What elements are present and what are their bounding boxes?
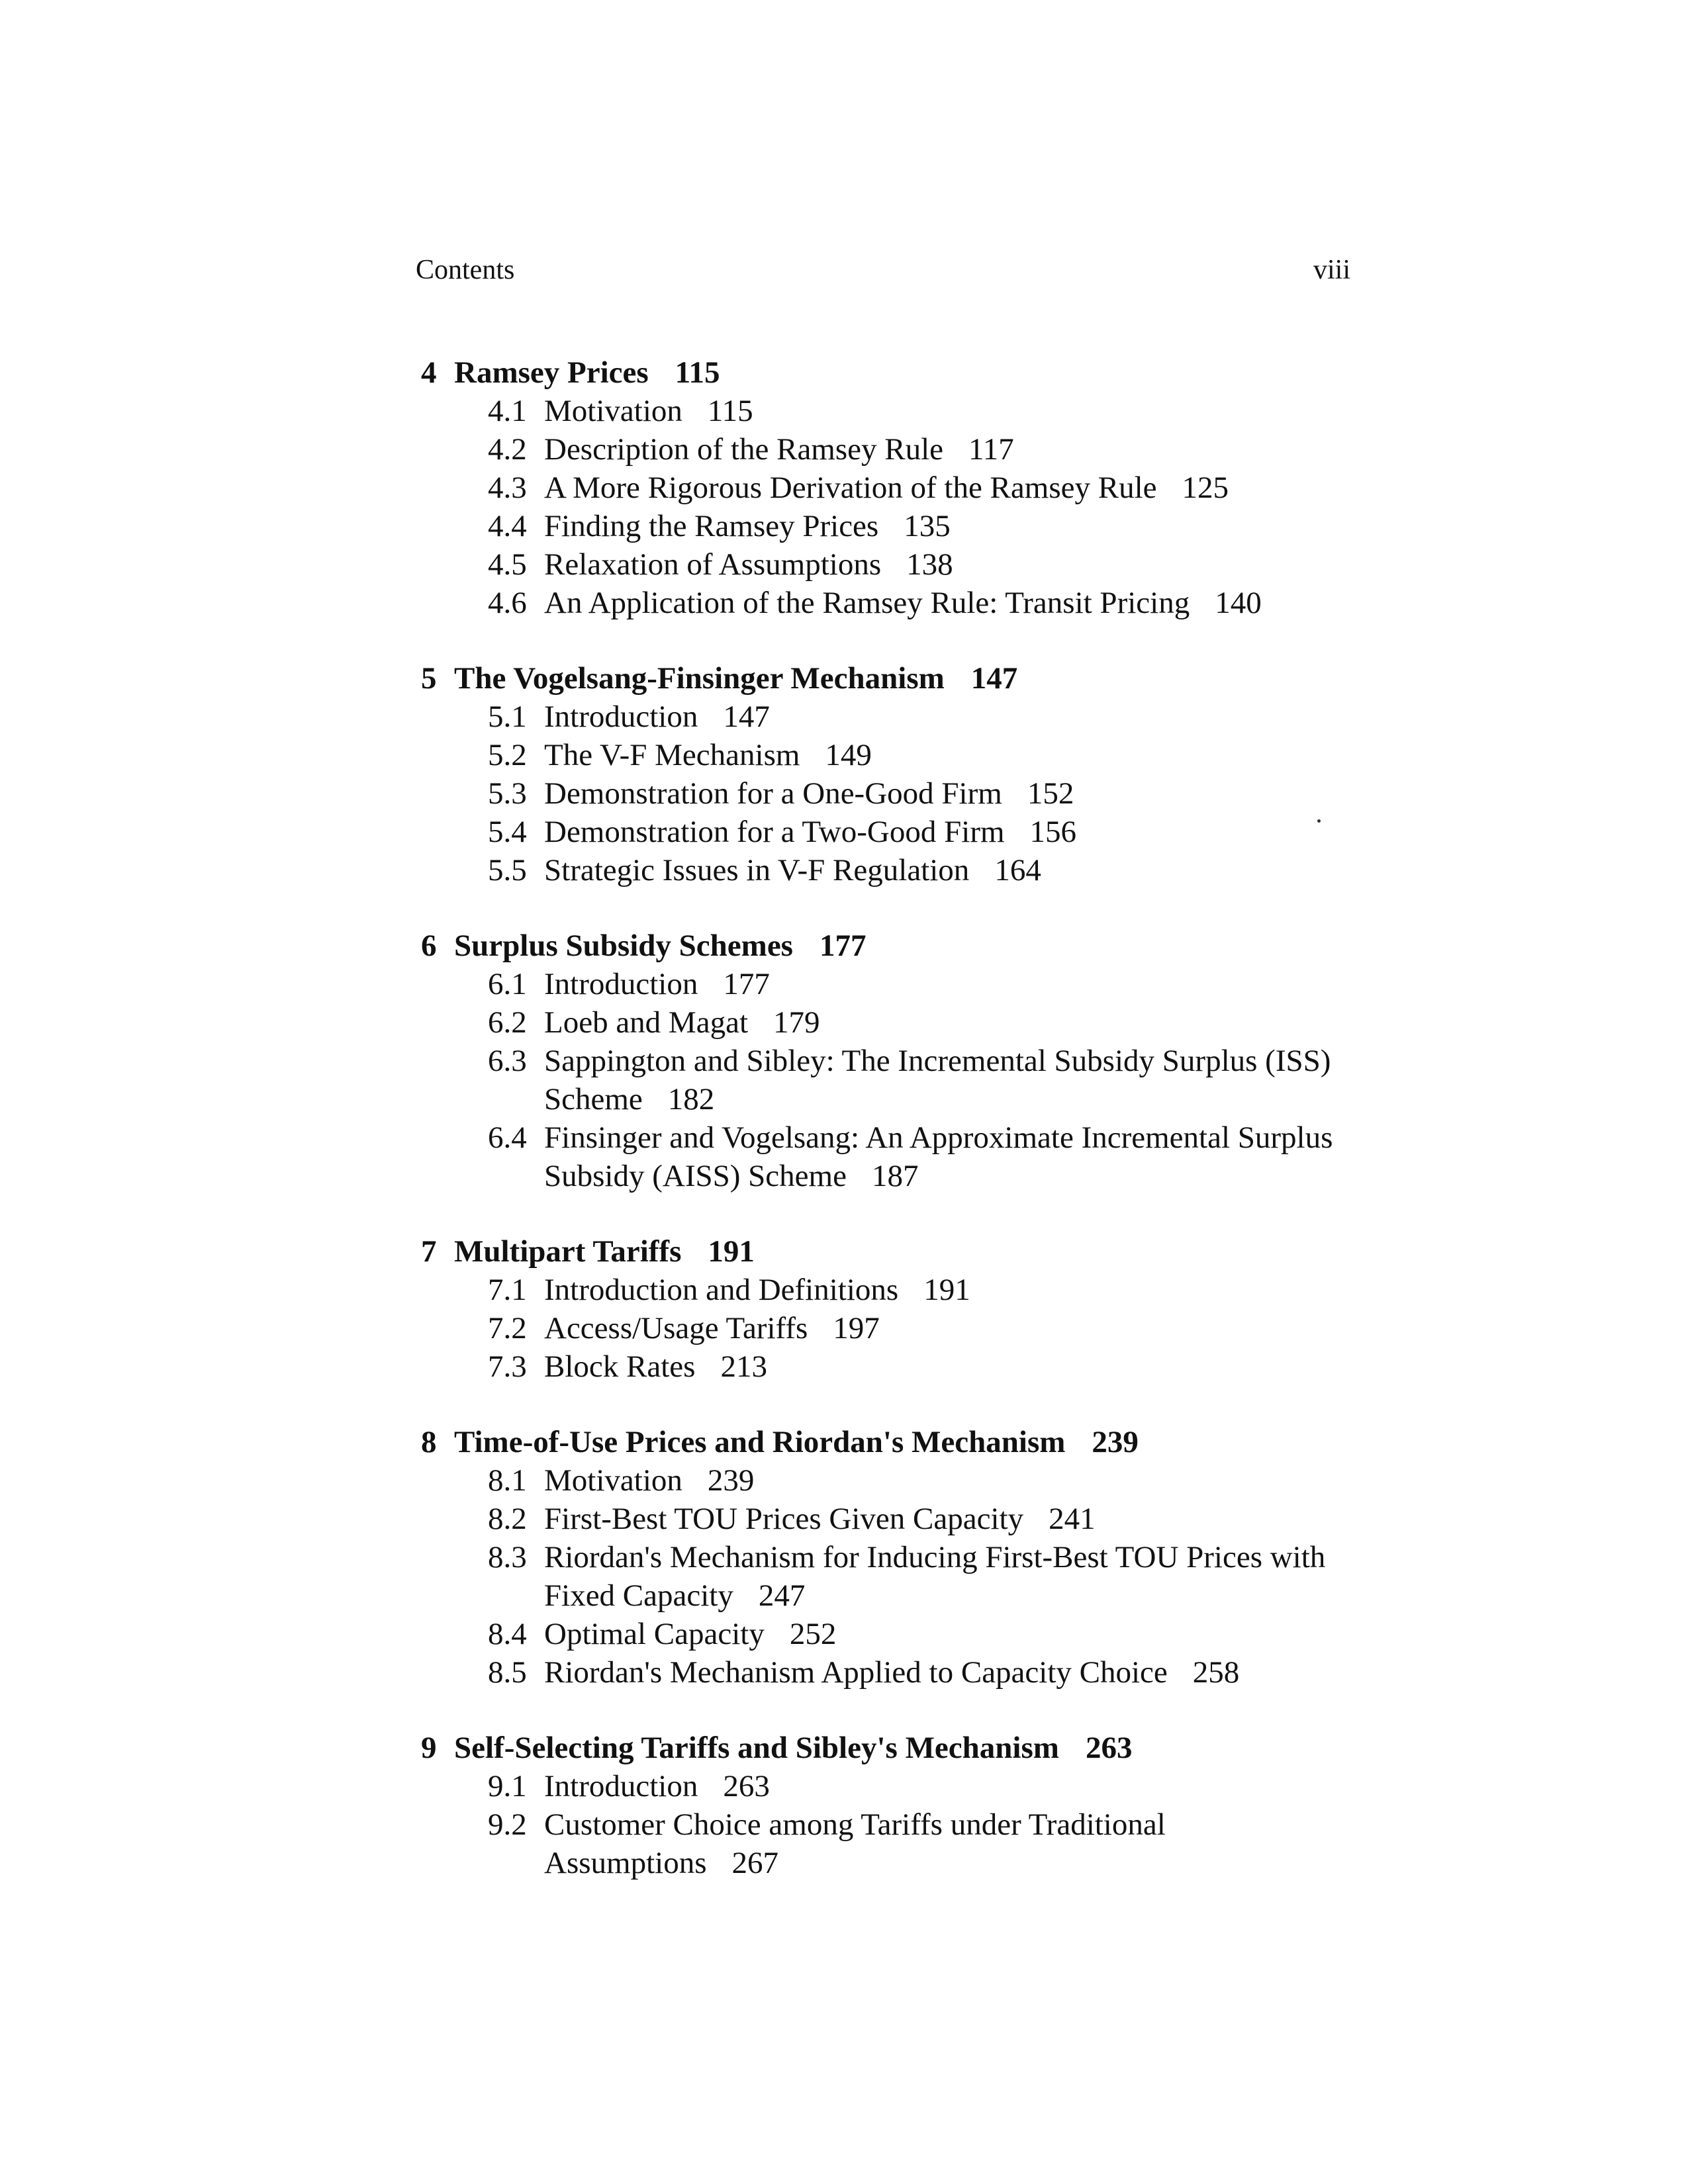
section-entry: [454, 965, 1348, 1003]
section-title: Introduction: [544, 967, 698, 1001]
running-head: [416, 250, 1350, 290]
section-page: 267: [731, 1846, 778, 1880]
section-entry: [454, 1767, 1348, 1805]
section-entry: [454, 813, 1348, 851]
section-entry: [454, 1805, 1348, 1882]
section-number: 9.2: [488, 1807, 527, 1842]
section-page: 263: [723, 1769, 770, 1803]
section-number: 5.1: [488, 700, 527, 734]
section-page: 241: [1049, 1502, 1096, 1536]
section-page: 117: [968, 432, 1014, 467]
section-page: 138: [906, 547, 953, 582]
section-page: 191: [923, 1273, 970, 1307]
page-number: viii: [1313, 255, 1350, 285]
section-page: 252: [789, 1617, 837, 1651]
chapter-page: 115: [675, 355, 720, 390]
section-number: 5.5: [488, 853, 527, 887]
chapter-4: [421, 353, 1348, 622]
section-entry: [454, 1461, 1348, 1500]
section-entry: [454, 430, 1348, 469]
section-page: 179: [773, 1005, 820, 1040]
chapter-page: 239: [1092, 1425, 1139, 1459]
section-page: 125: [1182, 471, 1229, 505]
section-title: Motivation: [544, 394, 682, 428]
section-title: Loeb and Magat: [544, 1005, 749, 1040]
section-number: 8.5: [488, 1655, 527, 1690]
section-page: 152: [1027, 776, 1074, 811]
section-title: Motivation: [544, 1463, 682, 1498]
section-number: 9.1: [488, 1769, 527, 1803]
section-title: Riordan's Mechanism for Inducing First-Best TOU Prices with Fixed Capacity: [544, 1540, 1326, 1613]
section-number: 7.2: [488, 1311, 527, 1345]
section-page: 115: [707, 394, 753, 428]
section-number: 4.3: [488, 471, 527, 505]
section-entry: [454, 1500, 1348, 1538]
section-number: 5.3: [488, 776, 527, 811]
section-number: 4.4: [488, 509, 527, 543]
section-number: 6.3: [488, 1044, 527, 1078]
section-entry: [454, 545, 1348, 584]
section-page: 156: [1029, 815, 1077, 849]
section-number: 5.2: [488, 738, 527, 772]
section-title: Demonstration for a One-Good Firm: [544, 776, 1002, 811]
section-number: 4.5: [488, 547, 527, 582]
section-number: 8.1: [488, 1463, 527, 1498]
section-title: Introduction: [544, 700, 698, 734]
chapter-page: 147: [970, 661, 1018, 696]
chapter-6: [421, 927, 1348, 1195]
section-number: 6.2: [488, 1005, 527, 1040]
chapter-9: [421, 1729, 1348, 1882]
chapter-heading: [421, 1423, 1348, 1461]
chapter-5: [421, 659, 1348, 889]
section-entry: [454, 1347, 1348, 1386]
table-of-contents: [421, 353, 1348, 1919]
section-entry: [454, 851, 1348, 889]
section-entry: [454, 584, 1348, 622]
chapter-title: Self-Selecting Tariffs and Sibley's Mechanism: [454, 1731, 1059, 1765]
section-title: Sappington and Sibley: The Incremental Subsidy Surplus (ISS) Scheme: [544, 1044, 1331, 1116]
section-entry: [454, 1538, 1348, 1615]
section-entry: [454, 1271, 1348, 1309]
section-title: Introduction and Definitions: [544, 1273, 899, 1307]
running-head-title: Contents: [416, 255, 515, 285]
section-entry: [454, 392, 1348, 430]
section-number: 7.1: [488, 1273, 527, 1307]
section-page: 147: [723, 700, 770, 734]
section-title: First-Best TOU Prices Given Capacity: [544, 1502, 1024, 1536]
section-title: An Application of the Ramsey Rule: Transit Pricing: [544, 586, 1190, 620]
chapter-page: 177: [819, 929, 867, 963]
section-number: 6.1: [488, 967, 527, 1001]
section-title: Riordan's Mechanism Applied to Capacity Choice: [544, 1655, 1168, 1690]
section-entry: [454, 1042, 1348, 1118]
chapter-number: 8: [421, 1425, 437, 1459]
section-page: 187: [871, 1159, 919, 1193]
chapter-number: 4: [421, 355, 437, 390]
chapter-heading: [421, 353, 1348, 392]
section-page: 135: [904, 509, 951, 543]
section-number: 8.3: [488, 1540, 527, 1574]
chapter-heading: [421, 1232, 1348, 1271]
section-number: 4.2: [488, 432, 527, 467]
chapter-heading: [421, 659, 1348, 698]
section-entry: [454, 1309, 1348, 1347]
section-title: A More Rigorous Derivation of the Ramsey Rule: [544, 471, 1157, 505]
section-title: Description of the Ramsey Rule: [544, 432, 944, 467]
section-number: 4.6: [488, 586, 527, 620]
section-title: Block Rates: [544, 1349, 696, 1384]
section-entry: [454, 736, 1348, 774]
section-page: 239: [707, 1463, 755, 1498]
section-title: Finsinger and Vogelsang: An Approximate Incremental Surplus Subsidy (AISS) Scheme: [544, 1120, 1333, 1193]
section-entry: [454, 469, 1348, 507]
chapter-title: Surplus Subsidy Schemes: [454, 929, 793, 963]
section-page: 164: [994, 853, 1041, 887]
section-page: 149: [825, 738, 872, 772]
section-entry: [454, 774, 1348, 813]
section-entry: [454, 1653, 1348, 1692]
section-entry: [454, 1615, 1348, 1653]
section-number: 7.3: [488, 1349, 527, 1384]
section-title: Demonstration for a Two-Good Firm: [544, 815, 1005, 849]
chapter-number: 9: [421, 1731, 437, 1765]
section-number: 8.4: [488, 1617, 527, 1651]
section-page: 140: [1215, 586, 1262, 620]
section-entry: [454, 698, 1348, 736]
section-number: 8.2: [488, 1502, 527, 1536]
section-page: 247: [758, 1578, 806, 1613]
section-title: Relaxation of Assumptions: [544, 547, 882, 582]
section-title: Introduction: [544, 1769, 698, 1803]
section-page: 177: [723, 967, 770, 1001]
section-title: Strategic Issues in V-F Regulation: [544, 853, 970, 887]
section-title: Optimal Capacity: [544, 1617, 765, 1651]
chapter-number: 7: [421, 1234, 437, 1269]
section-title: Access/Usage Tariffs: [544, 1311, 808, 1345]
chapter-page: 263: [1085, 1731, 1133, 1765]
section-page: 197: [833, 1311, 880, 1345]
chapter-8: [421, 1423, 1348, 1692]
section-entry: [454, 1003, 1348, 1042]
section-title: Customer Choice among Tariffs under Traditional Assumptions: [544, 1807, 1166, 1880]
chapter-title: The Vogelsang-Finsinger Mechanism: [454, 661, 945, 696]
section-entry: [454, 1118, 1348, 1195]
chapter-title: Multipart Tariffs: [454, 1234, 682, 1269]
chapter-number: 6: [421, 929, 437, 963]
chapter-title: Ramsey Prices: [454, 355, 649, 390]
chapter-heading: [421, 927, 1348, 965]
section-number: 4.1: [488, 394, 527, 428]
section-number: 6.4: [488, 1120, 527, 1155]
chapter-title: Time-of-Use Prices and Riordan's Mechanism: [454, 1425, 1066, 1459]
section-number: 5.4: [488, 815, 527, 849]
section-page: 258: [1192, 1655, 1240, 1690]
section-title: The V-F Mechanism: [544, 738, 800, 772]
chapter-heading: [421, 1729, 1348, 1767]
section-entry: [454, 507, 1348, 545]
section-page: 182: [667, 1082, 715, 1116]
scan-speck: [1317, 819, 1321, 823]
section-title: Finding the Ramsey Prices: [544, 509, 879, 543]
section-page: 213: [720, 1349, 767, 1384]
chapter-7: [421, 1232, 1348, 1386]
chapter-number: 5: [421, 661, 437, 696]
chapter-page: 191: [708, 1234, 755, 1269]
